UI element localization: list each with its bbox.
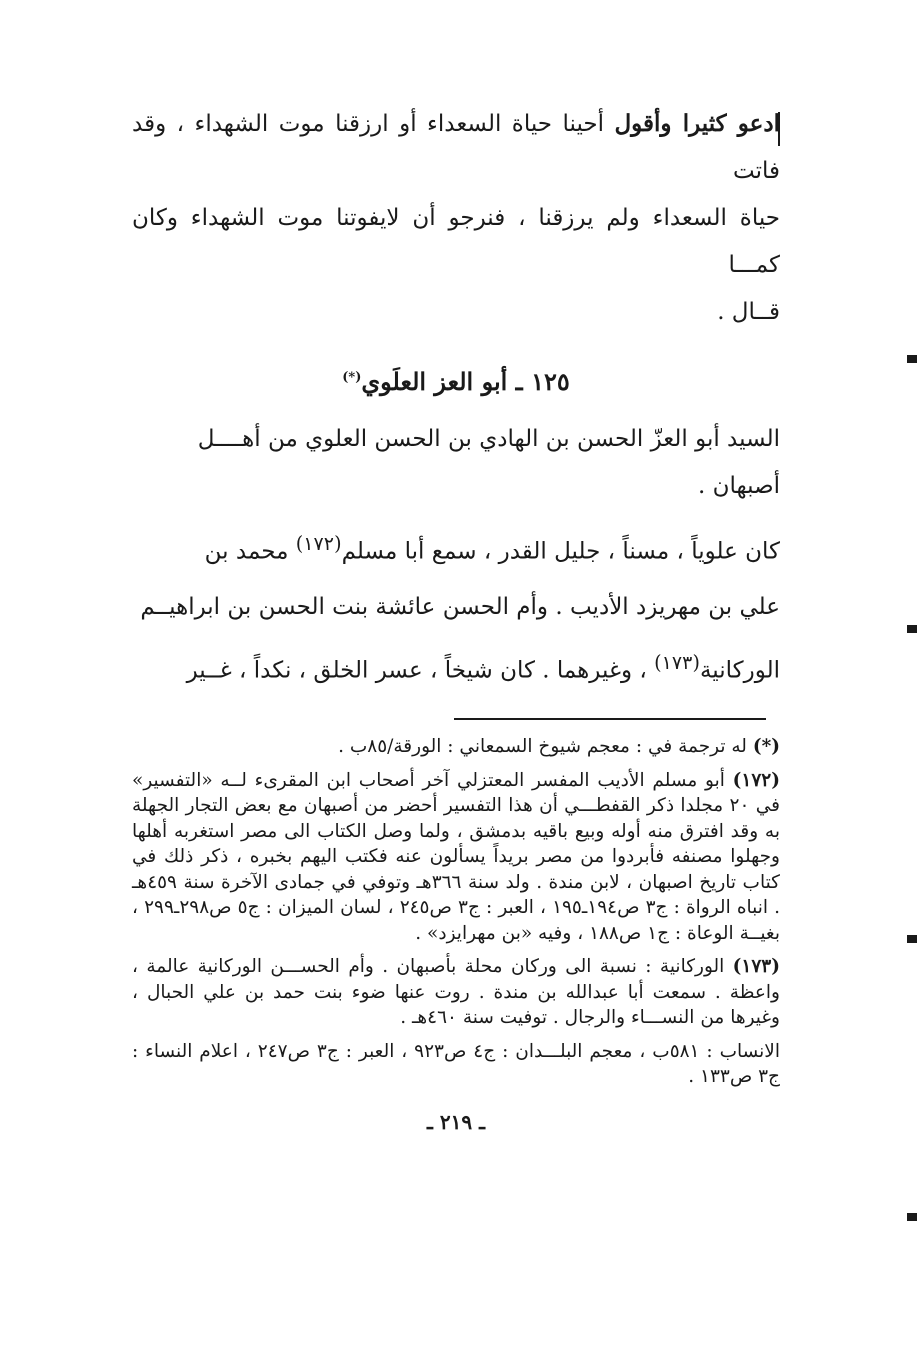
footnote-sources: الانساب : ٥٨١ب ، معجم البلـــدان : ج٤ ص٩٢٣ ، العبر : ج٣ ص٢٤٧ ، اعلام النساء : ج٣ ص١٣٣ . <box>132 1040 780 1088</box>
footnote-173-text: الوركانية : نسبة الى وركان محلة بأصبهان . وأم الحســـن الوركانية عالمة ، واعظة . سمعت أبا عبدالله بن مندة . روت عنها ضوء بنت حمد بن علي الحبال ، وغيرها من النســـاء والرجال . توفيت سنة ٤٦٠هـ . <box>132 956 780 1029</box>
footnotes-section <box>132 734 780 1090</box>
footnote-172-mark: (١٧٢) <box>732 769 780 791</box>
page-number: ـ ٢١٩ ـ <box>427 1109 485 1134</box>
entry-title: ١٢٥ ـ أبو العز العلَوي <box>361 367 570 396</box>
footnote-173 <box>132 954 780 1031</box>
opening-bold-phrase: ادعو كثيرا وأقول <box>614 110 781 137</box>
footnote-ref-173: (١٧٣) <box>654 650 700 674</box>
opening-line-3: قــال . <box>717 299 780 325</box>
body-line-3-text-b: ، وغيرهما . كان شيخاً ، عسر الخلق ، نكداً ، غــير <box>186 657 655 684</box>
footnote-star-text: له ترجمة في : معجم شيوخ السمعاني : الورقة/٨٥ب . <box>338 736 753 758</box>
footnote-star <box>132 734 780 760</box>
opening-line-1 <box>132 100 780 195</box>
intro-line-2: أصبهان . <box>698 473 780 499</box>
opening-line-1-text: أحينا حياة السعداء أو ارزقنا موت الشهداء ، وقد فاتت <box>132 111 780 184</box>
body-line-3-text-a: الوركانية <box>699 657 780 684</box>
footnote-172 <box>132 768 780 947</box>
footnote-172-text: أبو مسلم الأديب المفسر المعتزلي آخر أصحاب ابن المقرىء لــه «التفسير» في ٢٠ مجلدا ذكر القفطـــي أن هذا التفسير أحضر من أصبهان مع بعض التجار الجهلة به وقد افترق منه أوله وبيع باقيه بدمشق ، ولما وصل الكتاب الى مصر استغربه أهلها وجهلوا مصنفه فأبردوا من مصر بريداً يسألون عنه فكتب اليهم بخبره ، ذكر ذلك في كتاب تاريخ اصبهان ، لابن مندة . ولد سنة ٣٦٦هـ وتوفي في جمادى الآخرة سنة ٤٥٩هـ . انباه الرواة : ج٣ ص١٩٤ـ١٩٥ ، العبر : ج٣ ص٢٤٥ ، لسان الميزان : ج٥ ص٢٩٨ـ٢٩٩ ، بغيــة الوعاة : ج١ ص١٨٨ ، وفيه «بن مهرايزد» . <box>132 769 781 944</box>
edge-mark <box>907 935 917 943</box>
opening-line-2: حياة السعداء ولم يرزقنا ، فنرجو أن لايفوتنا موت الشهداء وكان كمـــا <box>132 205 780 278</box>
intro-line-1: السيد أبو العزّ الحسن بن الهادي بن الحسن العلوي من أهــــل <box>197 426 780 452</box>
edge-mark <box>907 625 917 633</box>
heading-footnote-marker: (*) <box>342 370 362 385</box>
footnote-divider <box>454 718 766 720</box>
edge-mark <box>907 355 917 363</box>
footnote-ref-172: (١٧٢) <box>295 532 342 555</box>
body-line-1-text-b: محمد بن <box>204 538 296 565</box>
body-line-1-text-a: كان علوياً ، مسناً ، جليل القدر ، سمع أبا مسلم <box>341 538 780 565</box>
footnote-173-mark: (١٧٣) <box>732 956 780 978</box>
edge-mark <box>907 1213 917 1221</box>
body-line-2: علي بن مهريزد الأديب . وأم الحسن عائشة بنت الحسن بن ابراهيــم <box>140 593 780 620</box>
body-line-3 <box>132 635 780 699</box>
footnote-star-mark: (*) <box>752 736 780 758</box>
body-line-1 <box>132 516 780 580</box>
entry-heading <box>132 358 780 402</box>
page-body <box>132 100 780 1134</box>
